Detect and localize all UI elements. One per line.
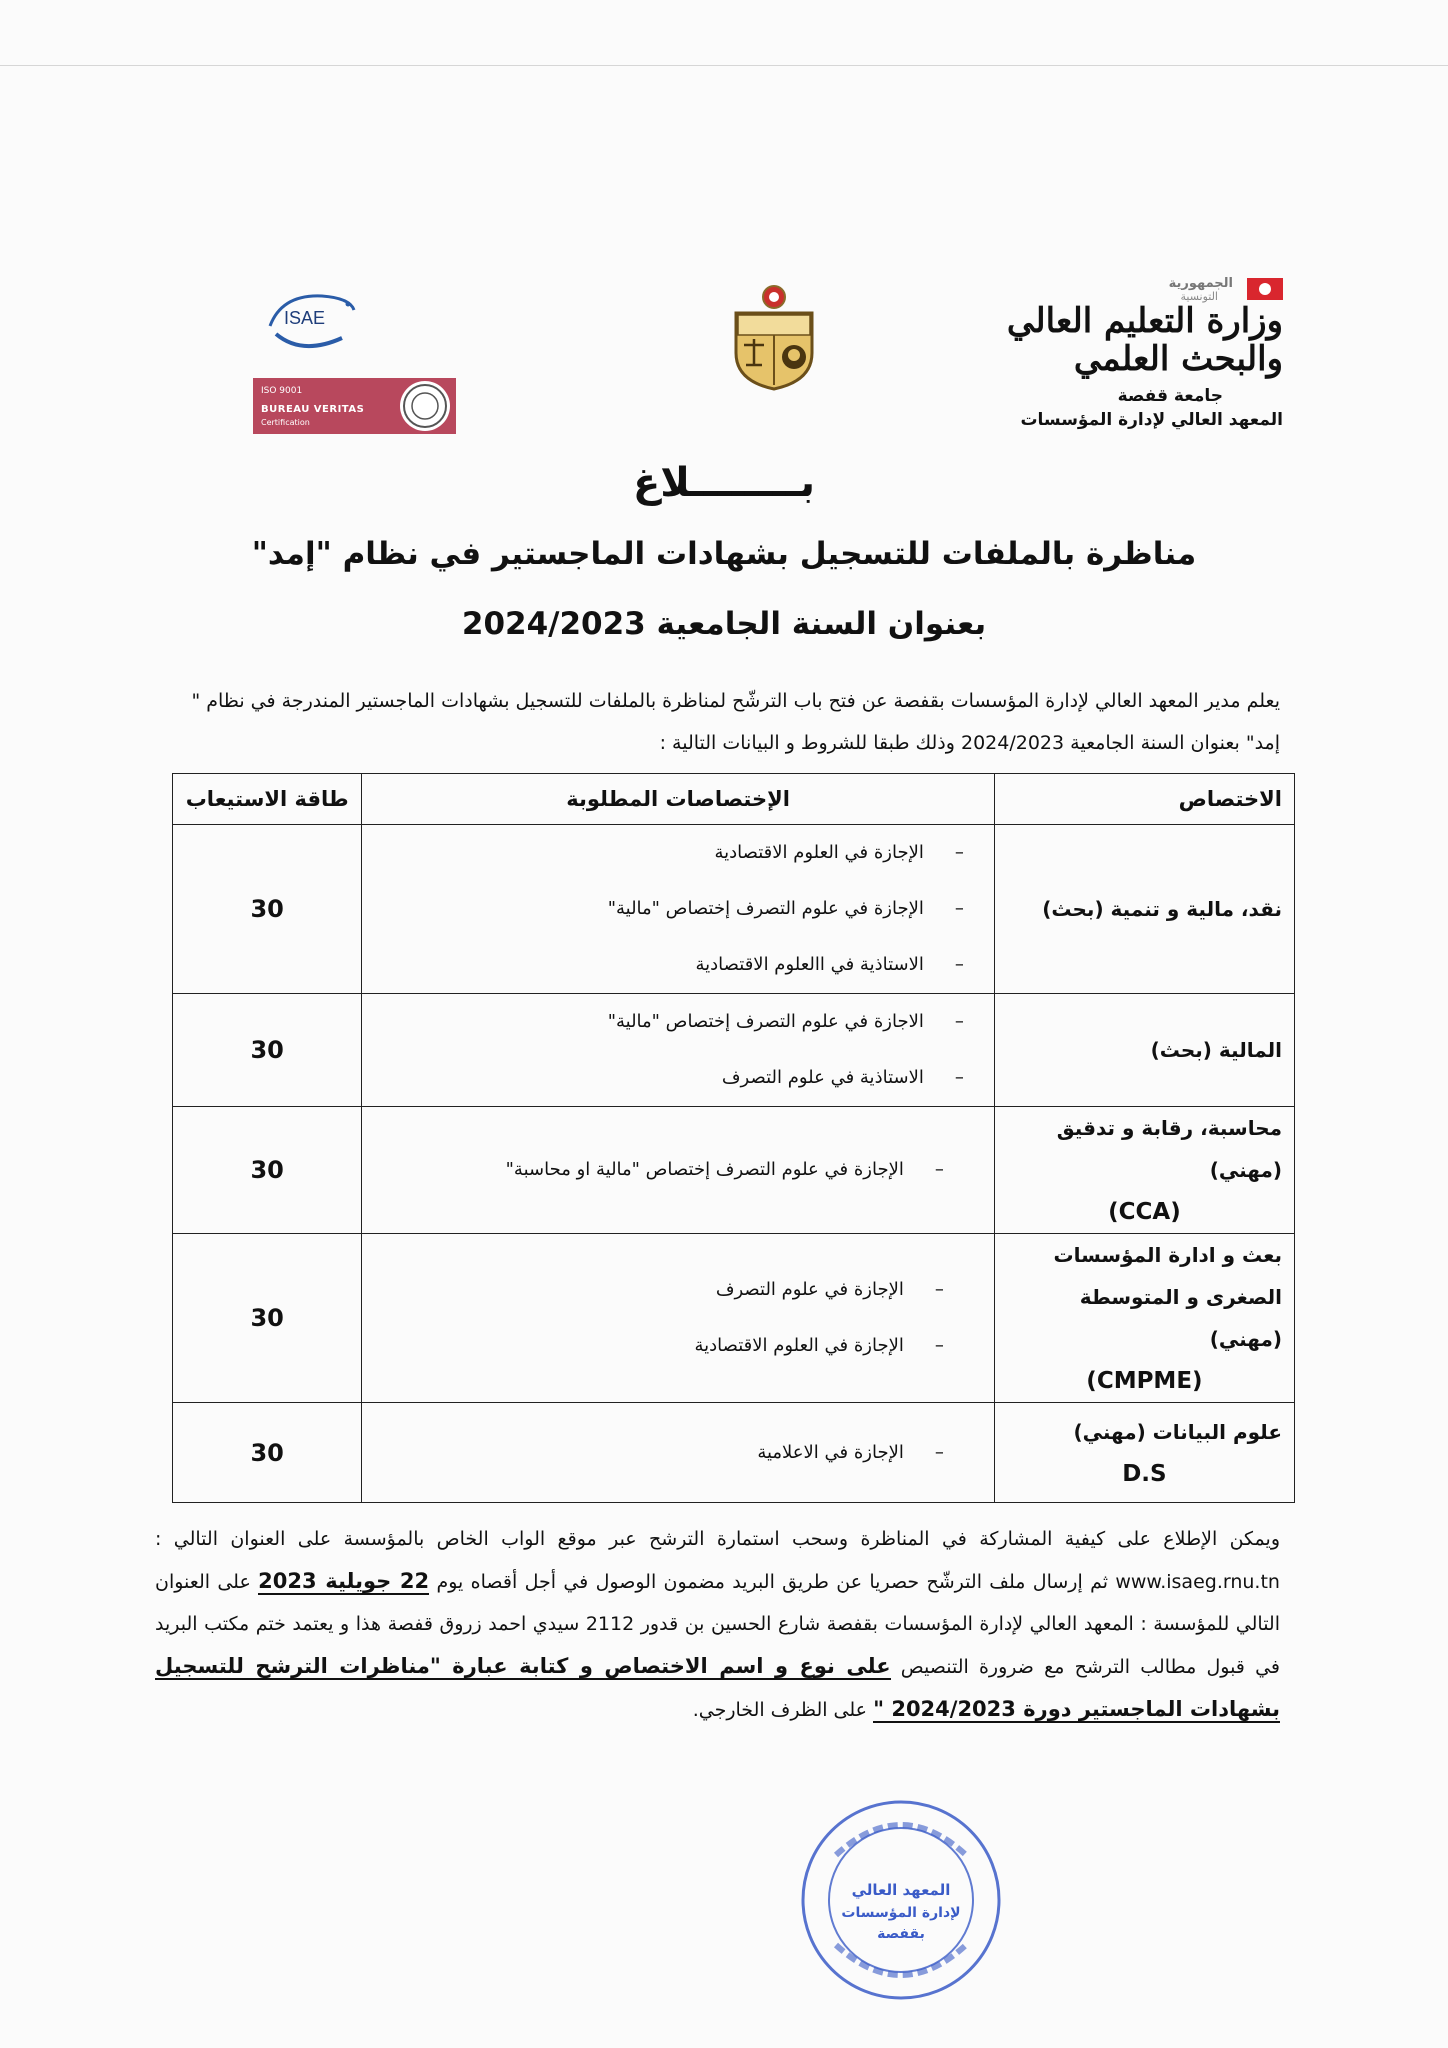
ministry-line-1: وزارة التعليم العالي	[1006, 301, 1283, 341]
official-stamp-icon	[796, 1795, 1006, 2005]
specialty-latin: (CMPME)	[1086, 1368, 1203, 1394]
ministry-name	[1007, 302, 1283, 378]
requirement-text: الاستاذية في االعلوم الاقتصادية	[695, 954, 924, 975]
requirement-text: الإجازة في العلوم الاقتصادية	[714, 842, 924, 863]
specialty-latin: D.S	[1122, 1460, 1167, 1487]
requirement-text: الإجازة في العلوم الاقتصادية	[694, 1335, 904, 1356]
closing-part-2: على العنوان التالي للمؤسسة : المعهد العالي لإدارة المؤسسات بقفصة شارع الحسين بن قدور 2112 سيدي احمد زروق قفصة هذا و يعتمد ختم مكتب البريد في قبول مطالب الترشح مع ضرورة التنصيص	[155, 1571, 1280, 1678]
specialty-name: المالية (بحث)	[1150, 1038, 1282, 1062]
closing-emphasis: على نوع و اسم الاختصاص و كتابة عبارة "مناظرات الترشح للتسجيل بشهادات الماجستير دورة 2024/2023 "	[155, 1654, 1280, 1721]
header-specialty: الاختصاص	[994, 774, 1294, 825]
tunisia-coat-of-arms-icon	[724, 283, 824, 393]
bv-name: BUREAU VERITAS	[261, 404, 365, 415]
table-row	[173, 1403, 1295, 1503]
specialty-cell	[994, 994, 1294, 1107]
requirements-cell	[362, 994, 995, 1107]
requirement-text: الإجازة في علوم التصرف إختصاص "مالية او محاسبة"	[505, 1159, 904, 1180]
closing-paragraph	[155, 1518, 1280, 1731]
requirements-cell	[362, 1107, 995, 1234]
header-capacity: طاقة الاستيعاب	[173, 774, 362, 825]
ministry-header	[983, 268, 1283, 438]
isae-logo-text: ISAE	[284, 308, 326, 328]
ministry-line-2: والبحث العلمي	[1073, 339, 1283, 379]
bv-seal-icon	[400, 381, 450, 431]
requirement-item	[392, 1318, 944, 1374]
bv-cert: Certification	[261, 418, 310, 427]
academic-year-title: بعنوان السنة الجامعية 2024/2023	[461, 606, 987, 642]
table-header-row	[173, 774, 1295, 825]
requirements-cell	[362, 825, 995, 994]
table-row	[173, 994, 1295, 1107]
isae-logo-icon	[262, 286, 362, 356]
specialty-name: علوم البيانات (مهني)	[1073, 1419, 1282, 1444]
capacity-cell: 30	[173, 1107, 362, 1234]
requirements-cell	[362, 1403, 995, 1503]
svg-text:المعهد العالي: المعهد العالي	[851, 1881, 951, 1899]
specialty-cell	[994, 1403, 1294, 1503]
university-name: جامعة قفصة	[1117, 386, 1223, 406]
svg-text:بقفصة: بقفصة	[877, 1926, 925, 1942]
requirement-item	[392, 1262, 944, 1318]
specialty-name: نقد، مالية و تنمية (بحث)	[1042, 897, 1282, 921]
requirement-text: الإجازة في الاعلامية	[757, 1441, 904, 1463]
table-row	[173, 1107, 1295, 1234]
tunisia-flag-icon	[1247, 278, 1283, 300]
closing-part-3: على الظرف الخارجي.	[692, 1699, 868, 1721]
closing-part-1: ويمكن الإطلاع على كيفية المشاركة في المناظرة وسحب استمارة الترشح عبر موقع الواب الخاص بالمؤسسة على العنوان التالي : www.isaeg.rnu.tn ثم إرسال ملف الترشّح حصريا عن طريق البريد مضمون الوصول في أجل أقصاه يوم	[155, 1528, 1280, 1593]
institute-name: المعهد العالي لإدارة المؤسسات	[1020, 410, 1283, 430]
republic-logotype-2: التونسية	[1180, 290, 1218, 303]
bv-iso: ISO 9001	[261, 386, 303, 396]
requirement-item	[392, 825, 964, 881]
requirement-item	[392, 1142, 944, 1198]
requirement-item	[392, 881, 964, 937]
deadline-date: 22 جويلية 2023	[258, 1569, 430, 1593]
svg-text:لإدارة المؤسسات: لإدارة المؤسسات	[841, 1905, 961, 1921]
masters-table	[172, 773, 1295, 1503]
table-row	[173, 825, 1295, 994]
requirement-text: الإجازة في علوم التصرف	[715, 1279, 904, 1300]
requirement-item	[392, 1050, 964, 1106]
capacity-cell: 30	[173, 994, 362, 1107]
main-title: مناظرة بالملفات للتسجيل بشهادات الماجستير في نظام "إمد"	[251, 536, 1197, 572]
specialty-cell	[994, 1107, 1294, 1234]
requirement-text: الإجازة في علوم التصرف إختصاص "مالية"	[607, 898, 924, 919]
requirement-item	[392, 937, 964, 993]
specialty-name: بعث و ادارة المؤسسات الصغرى و المتوسطة (مهني)	[1053, 1243, 1282, 1351]
specialty-cell	[994, 825, 1294, 994]
header-required: الإختصاصات المطلوبة	[362, 774, 995, 825]
table-row	[173, 1234, 1295, 1403]
requirement-text: الاستاذية في علوم التصرف	[721, 1067, 924, 1088]
announcement-title: بــــــــلاغ	[632, 460, 816, 506]
specialty-name: محاسبة، رقابة و تدقيق (مهني)	[1056, 1116, 1282, 1182]
capacity-cell: 30	[173, 1403, 362, 1503]
capacity-cell: 30	[173, 825, 362, 994]
capacity-cell: 30	[173, 1234, 362, 1403]
requirement-item	[392, 1425, 944, 1481]
intro-paragraph: يعلم مدير المعهد العالي لإدارة المؤسسات بقفصة عن فتح باب الترشّح لمناظرة بالملفات للتسجيل بشهادات الماجستير المندرجة في نظام " إمد" بعنوان السنة الجامعية 2024/2023 وذلك طبقا للشروط و البيانات التالية :	[191, 690, 1280, 754]
scan-edge-line	[0, 65, 1448, 66]
bureau-veritas-badge	[253, 378, 456, 434]
requirements-cell	[362, 1234, 995, 1403]
specialty-cell	[994, 1234, 1294, 1403]
requirement-item	[392, 994, 964, 1050]
requirement-text: الاجازة في علوم التصرف إختصاص "مالية"	[607, 1011, 924, 1032]
republic-logotype: الجمهورية	[1168, 276, 1233, 291]
specialty-latin: (CCA)	[1108, 1199, 1181, 1225]
